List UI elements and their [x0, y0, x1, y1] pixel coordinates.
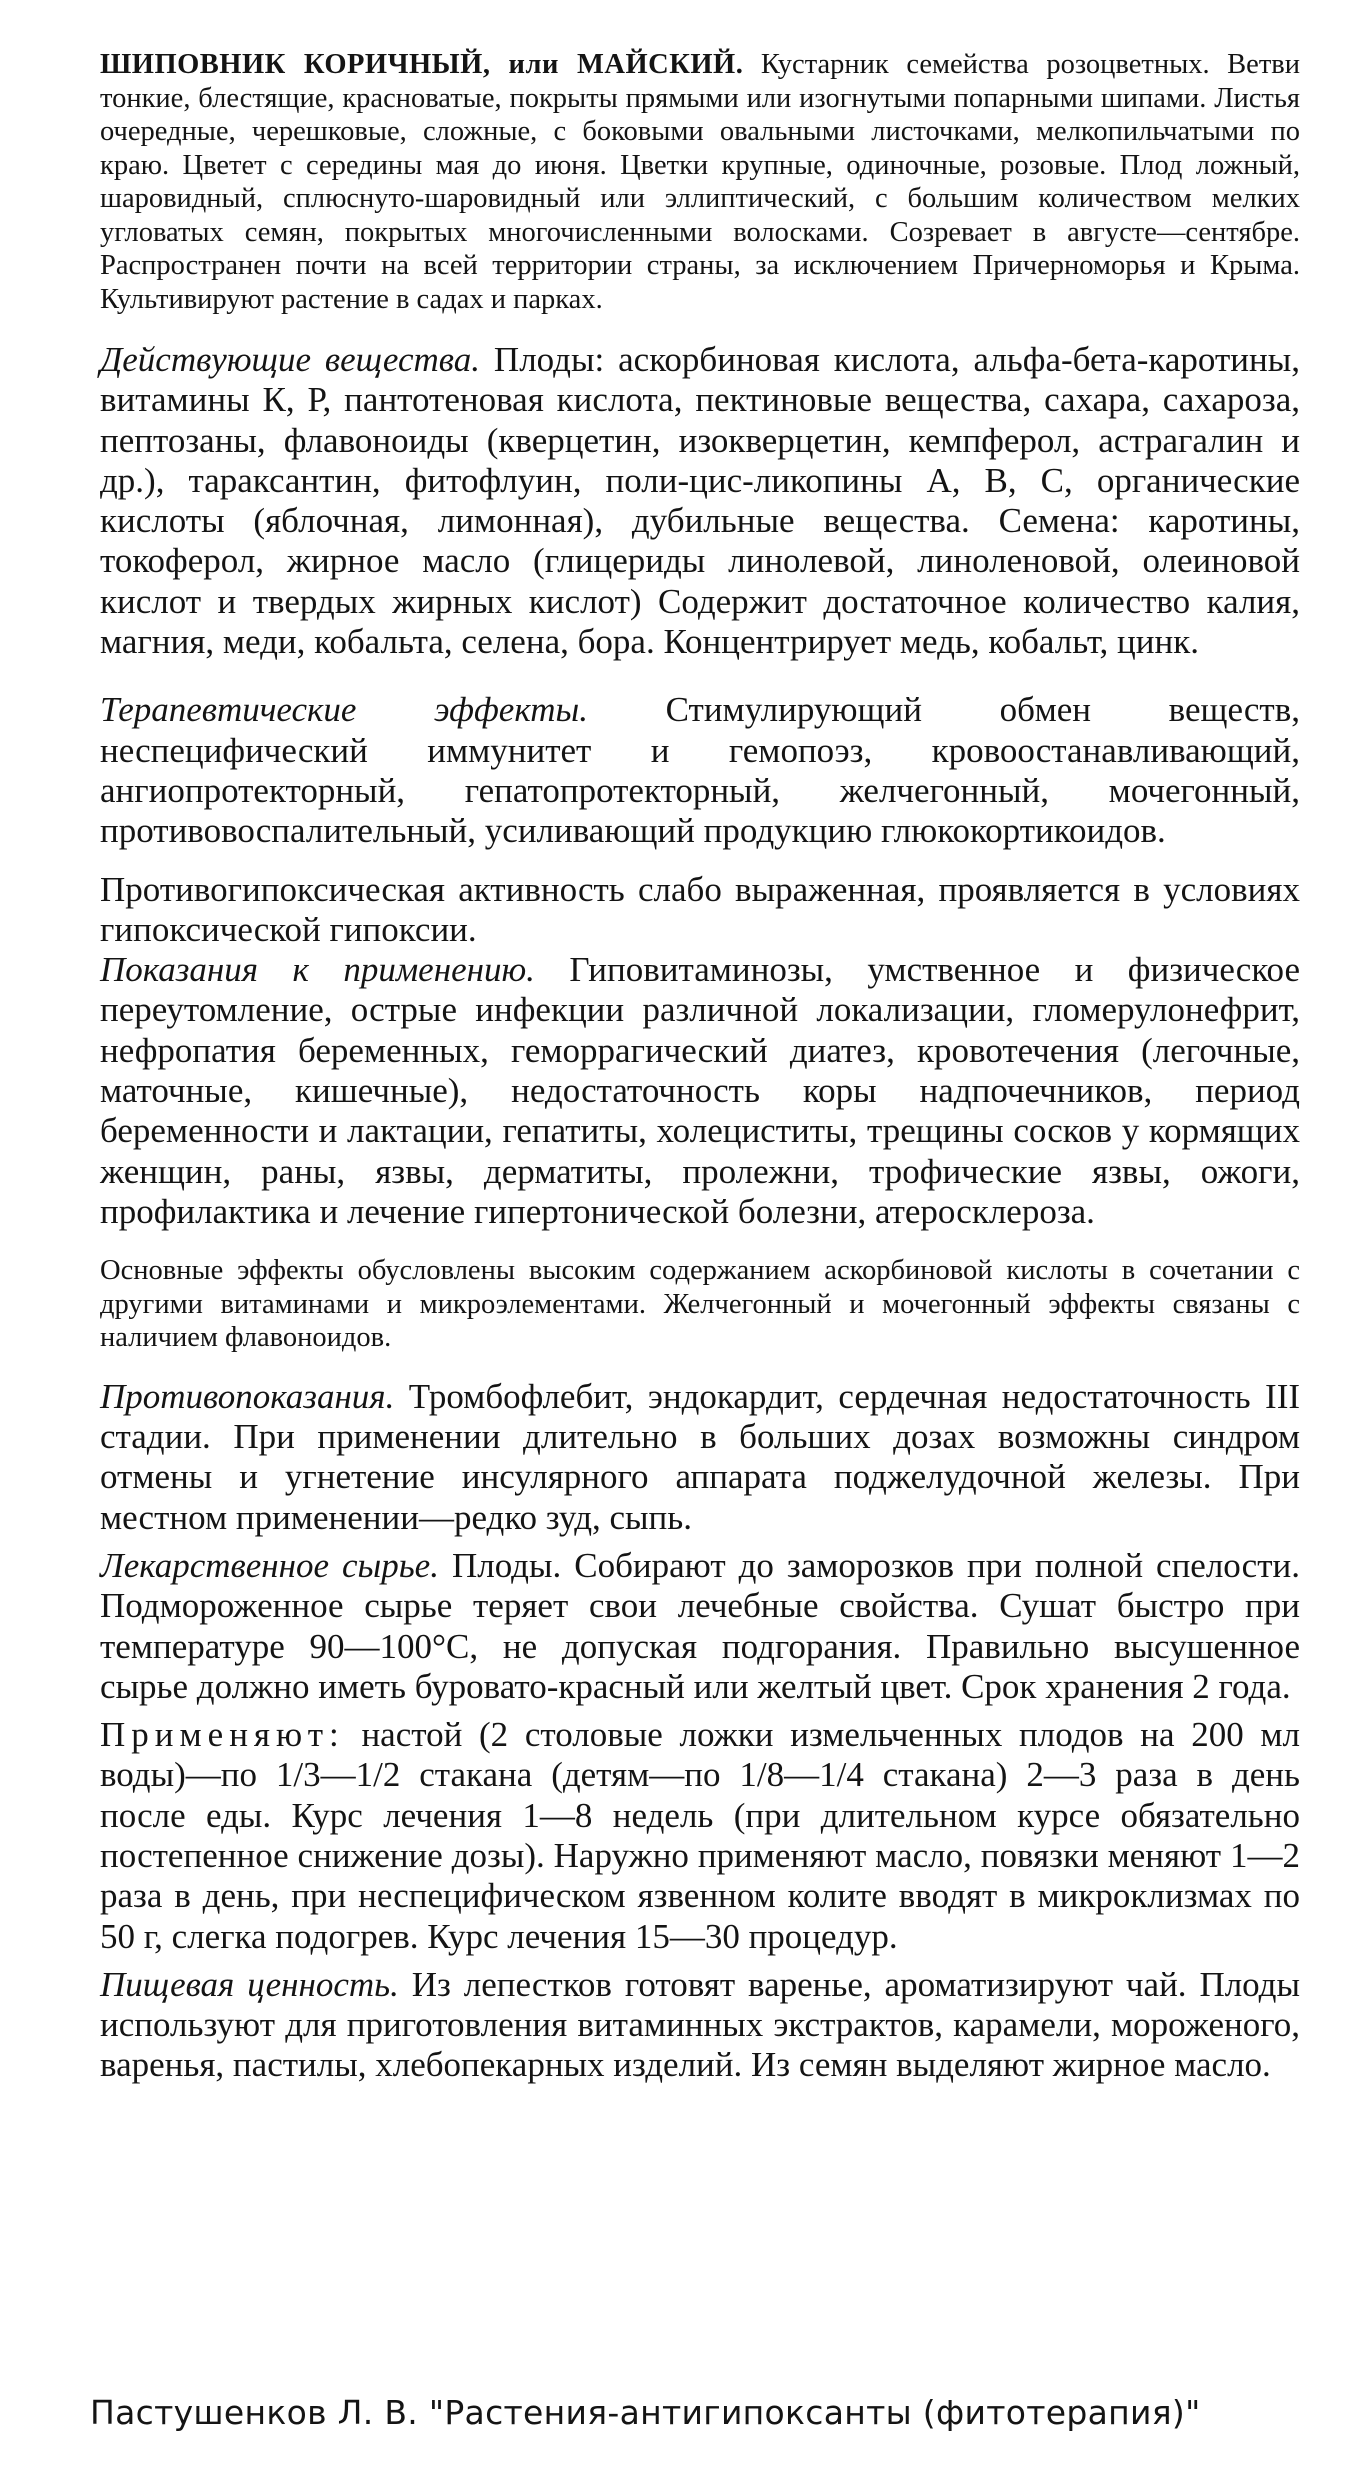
- indications-paragraph: [100, 950, 1300, 1232]
- effects-note-paragraph: [100, 1254, 1300, 1355]
- indications-text: Гиповитаминозы, умственное и физическое переутомление, острые инфекции различной локализации, гломерулонефрит, нефропатия беременных, геморрагический диатез, кровотечения (легочные, маточные, кишечные), недостаточность коры надпочечников, период беременности и лактации, гепатиты, холециститы, трещины сосков у кормящих женщин, раны, язвы, дерматиты, пролежни, трофические язвы, ожоги, профилактика и лечение гипертонической болезни, атеросклероза.: [100, 950, 1301, 1231]
- food-value-text: Из лепестков готовят варенье, ароматизируют чай. Плоды используют для приготовления витаминных экстрактов, карамели, мороженого, варенья, пастилы, хлебопекарных изделий. Из семян выделяют жирное масло.: [100, 1964, 1300, 2085]
- contraindications-paragraph: [100, 1377, 1300, 1538]
- plant-name-heading: ШИПОВНИК КОРИЧНЫЙ, или МАЙСКИЙ.: [100, 49, 744, 80]
- active-substances-paragraph: [100, 340, 1300, 662]
- therapeutic-effects-text: Стимулирующий обмен веществ, неспецифический иммунитет и гемопоэз, кровоостанавливающий, ангиопротекторный, гепатопротекторный, желчегонный, мочегонный, противовоспалительный, усиливающий продукцию глюкокортикоидов.: [100, 690, 1300, 851]
- effects-note-text: Основные эффекты обусловлены высоким содержанием аскорбиновой кислоты в сочетании с другими витаминами и микроэлементами. Желчегонный и мочегонный эффекты связаны с наличием флавоноидов.: [100, 1255, 1300, 1354]
- source-citation: Пастушенков Л. В. "Растения-антигипоксанты (фитотерапия)": [90, 2393, 1201, 2432]
- raw-material-text: Плоды. Собирают до заморозков при полной спелости. Подмороженное сырье теряет свои лечебные свойства. Сушат быстро при температуре 90—100°С, не допуская подгорания. Правильно высушенное сырье должно иметь буровато-красный или желтый цвет. Срок хранения 2 года.: [100, 1545, 1300, 1706]
- contraindications-heading: Противопоказания.: [100, 1376, 395, 1416]
- food-value-heading: Пищевая ценность.: [100, 1964, 399, 2004]
- application-heading: Применяют:: [100, 1715, 345, 1755]
- contraindications-text: Тромбофлебит, эндокардит, сердечная недостаточность III стадии. При применении длительно в больших дозах возможны синдром отмены и угнетение инсулярного аппарата поджелудочной железы. При местном применении—редко зуд, сыпь.: [100, 1376, 1301, 1537]
- active-substances-heading: Действующие вещества.: [100, 340, 480, 379]
- antihypoxic-activity-text: Противогипоксическая активность слабо выраженная, проявляется в условиях гипоксической гипоксии.: [100, 869, 1300, 949]
- application-text: настой (2 столовые ложки измельченных плодов на 200 мл воды)—по 1/3—1/2 стакана (детям—по 1/8—1/4 стакана) 2—3 раза в день после еды. Курс лечения 1—8 недель (при длительном курсе обязательно постепенное снижение дозы). Наружно применяют масло, повязки меняют 1—2 раза в день, при неспецифическом язвенном колите вводят в микроклизмах по 50 г, слегка подогрев. Курс лечения 15—30 процедур.: [100, 1715, 1301, 1956]
- raw-material-paragraph: [100, 1546, 1300, 1707]
- raw-material-heading: Лекарственное сырье.: [100, 1545, 439, 1585]
- antihypoxic-activity-paragraph: [100, 870, 1300, 951]
- therapeutic-effects-heading: Терапевтические эффекты.: [100, 690, 588, 730]
- application-paragraph: [100, 1715, 1300, 1957]
- therapeutic-effects-paragraph: [100, 690, 1300, 851]
- plant-description-paragraph: [100, 48, 1300, 316]
- active-substances-text: Плоды: аскорбиновая кислота, альфа-бета-каротины, витамины К, Р, пантотеновая кислота, пектиновые вещества, сахара, сахароза, пептозаны, флавоноиды (кверцетин, изокверцетин, кемпферол, астрагалин и др.), тараксантин, фитофлуин, поли-цис-ликопины А, В, С, органические кислоты (яблочная, лимонная), дубильные вещества. Семена: каротины, токоферол, жирное масло (глицериды линолевой, линоленовой, олеиновой кислот и твердых жирных кислот) Содержит достаточное количество калия, магния, меди, кобальта, селена, бора. Концентрирует медь, кобальт, цинк.: [100, 340, 1300, 662]
- indications-heading: Показания к применению.: [100, 950, 535, 990]
- plant-description-text: Кустарник семейства розоцветных. Ветви тонкие, блестящие, красноватые, покрыты прямыми или изогнутыми попарными шипами. Листья очередные, черешковые, сложные, с боковыми овальными листочками, мелкопильчатыми по краю. Цветет с середины мая до июня. Цветки крупные, одиночные, розовые. Плод ложный, шаровидный, сплюснуто-шаровидный или эллиптический, с большим количеством мелких угловатых семян, покрытых многочисленными волосками. Созревает в августе—сентябре. Распространен почти на всей территории страны, за исключением Причерноморья и Крыма. Культивируют растение в садах и парках.: [100, 49, 1300, 315]
- food-value-paragraph: [100, 1965, 1300, 2086]
